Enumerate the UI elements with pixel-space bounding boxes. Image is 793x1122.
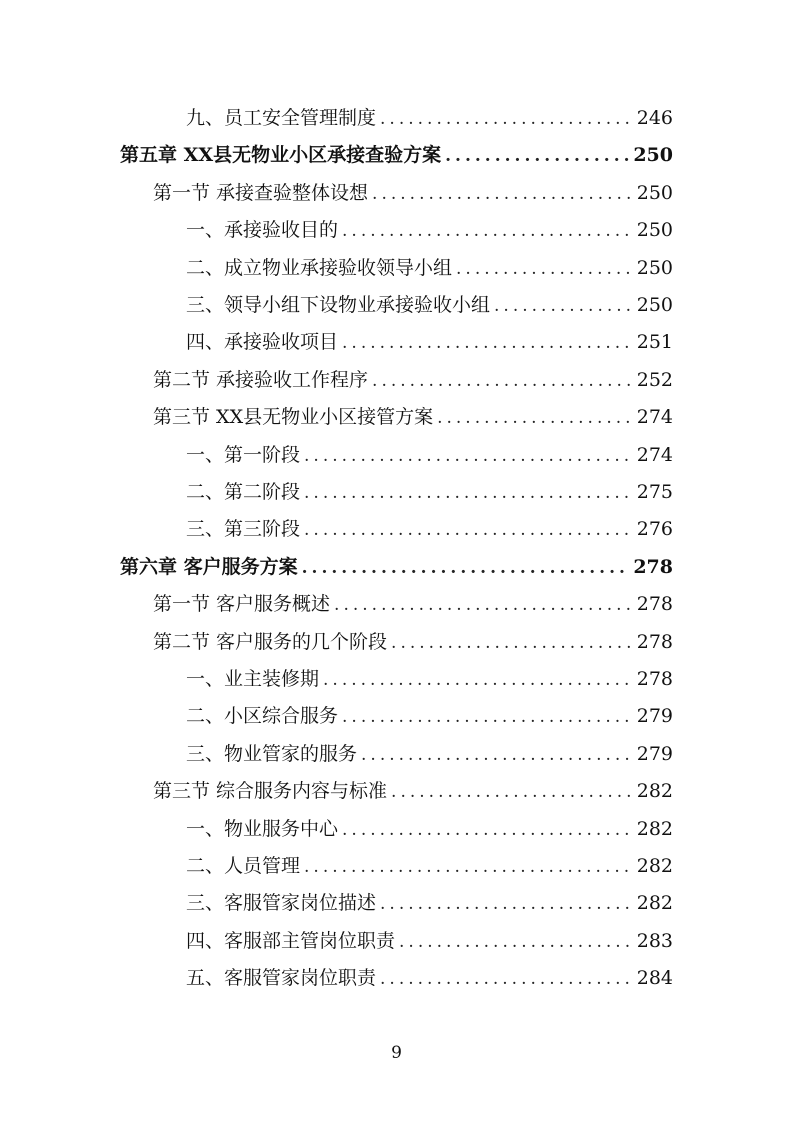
toc-entry-label: 二、第二阶段 <box>186 481 301 503</box>
toc-entry[interactable] <box>153 175 673 211</box>
toc-leader-dots <box>342 213 633 248</box>
toc-leader-dots <box>304 438 633 473</box>
toc-entry[interactable] <box>120 137 673 173</box>
toc-leader-dots <box>456 251 633 286</box>
toc-entry-label: 第六章 客户服务方案 <box>120 555 298 578</box>
toc-leader-dots <box>380 961 633 996</box>
toc-entry[interactable] <box>186 437 673 473</box>
toc-entry[interactable] <box>186 100 673 136</box>
toc-entry-page: 252 <box>636 368 673 391</box>
toc-leader-dots <box>380 886 633 921</box>
toc-entry[interactable] <box>186 212 673 248</box>
toc-entry-page: 278 <box>636 630 673 653</box>
toc-entry[interactable] <box>186 698 673 734</box>
toc-leader-dots <box>302 550 630 585</box>
toc-entry-label: 第二节 承接验收工作程序 <box>153 368 369 391</box>
toc-entry-page: 283 <box>636 929 673 952</box>
toc-leader-dots <box>304 849 633 884</box>
toc-entry-label: 九、员工安全管理制度 <box>186 107 377 129</box>
toc-entry[interactable] <box>186 474 673 510</box>
toc-entry-page: 282 <box>636 855 673 877</box>
toc-leader-dots <box>342 812 633 847</box>
toc-leader-dots <box>437 400 633 435</box>
toc-entry[interactable] <box>186 736 673 772</box>
toc-entry[interactable] <box>153 399 673 435</box>
toc-leader-dots <box>391 774 633 809</box>
toc-leader-dots <box>304 475 633 510</box>
toc-entry-label: 第一节 客户服务概述 <box>153 593 331 616</box>
toc-leader-dots <box>391 625 633 660</box>
toc-entry-label: 三、客服管家岗位描述 <box>186 892 377 915</box>
toc-entry[interactable] <box>186 848 673 884</box>
toc-entry[interactable] <box>186 885 673 921</box>
toc-entry-page: 278 <box>633 555 673 578</box>
toc-entry[interactable] <box>186 287 673 323</box>
toc-entry-page: 282 <box>636 892 673 915</box>
toc-entry-label: 第二节 客户服务的几个阶段 <box>153 630 388 653</box>
toc-entry-page: 279 <box>636 742 673 765</box>
toc-entry-page: 274 <box>636 443 673 466</box>
toc-entry-label: 一、物业服务中心 <box>186 817 339 840</box>
toc-entry-label: 三、领导小组下设物业承接验收小组 <box>186 294 491 316</box>
toc-leader-dots <box>361 737 633 772</box>
toc-entry-label: 四、客服部主管岗位职责 <box>186 929 396 952</box>
toc-entry[interactable] <box>186 511 673 547</box>
toc-entry-page: 274 <box>636 406 673 429</box>
toc-entry-label: 二、成立物业承接验收领导小组 <box>186 256 453 279</box>
toc-entry-page: 284 <box>636 967 673 990</box>
page-number: 9 <box>391 1043 402 1063</box>
toc-entry-page: 276 <box>636 518 673 541</box>
toc-entry-label: 四、承接验收项目 <box>186 331 339 354</box>
toc-leader-dots <box>304 512 633 547</box>
toc-entry[interactable] <box>186 960 673 996</box>
toc-entry-page: 246 <box>636 107 673 129</box>
toc-leader-dots <box>372 176 633 211</box>
toc-leader-dots <box>334 587 633 622</box>
toc-entry-page: 279 <box>636 705 673 728</box>
toc-leader-dots <box>380 101 633 136</box>
toc-entry-page: 250 <box>633 144 673 167</box>
toc-leader-dots <box>445 138 629 173</box>
toc-leader-dots <box>342 699 633 734</box>
toc-entry-page: 278 <box>636 593 673 616</box>
toc-entry[interactable] <box>186 324 673 360</box>
toc-leader-dots <box>399 924 633 959</box>
toc-entry[interactable] <box>120 549 673 585</box>
toc-entry-label: 三、第三阶段 <box>186 518 301 541</box>
toc-leader-dots <box>323 662 633 697</box>
toc-entry[interactable] <box>153 624 673 660</box>
toc-entry-page: 278 <box>636 668 673 690</box>
toc-entry-label: 第五章 XX县无物业小区承接查验方案 <box>120 144 442 167</box>
toc-entry[interactable] <box>153 586 673 622</box>
toc-leader-dots <box>342 325 633 360</box>
toc-entry[interactable] <box>186 923 673 959</box>
toc-entry-page: 282 <box>636 817 673 840</box>
toc-entry-label: 二、小区综合服务 <box>186 705 339 728</box>
toc-entry[interactable] <box>153 773 673 809</box>
toc-entry-label: 第三节 综合服务内容与标准 <box>153 780 388 803</box>
toc-entry[interactable] <box>186 811 673 847</box>
toc-entry-page: 250 <box>636 219 673 242</box>
toc-entry[interactable] <box>153 362 673 398</box>
toc-entry[interactable] <box>186 661 673 697</box>
toc-leader-dots <box>372 363 633 398</box>
toc-entry-label: 一、业主装修期 <box>186 668 320 690</box>
toc-entry-label: 一、承接验收目的 <box>186 219 339 242</box>
toc-entry-label: 第三节 XX县无物业小区接管方案 <box>153 406 434 429</box>
toc-entry-page: 275 <box>636 481 673 503</box>
toc-entry[interactable] <box>186 250 673 286</box>
toc-entry-page: 250 <box>636 181 673 204</box>
toc-entry-page: 282 <box>636 780 673 803</box>
toc-entry-label: 一、第一阶段 <box>186 443 301 466</box>
toc-entry-page: 250 <box>636 256 673 279</box>
toc-entry-label: 三、物业管家的服务 <box>186 742 358 765</box>
toc-entry-label: 二、人员管理 <box>186 855 301 877</box>
toc-entry-page: 251 <box>636 331 673 354</box>
toc-entry-label: 五、客服管家岗位职责 <box>186 967 377 990</box>
toc-leader-dots <box>494 288 633 323</box>
toc-entry-page: 250 <box>636 294 673 316</box>
toc-entry-label: 第一节 承接查验整体设想 <box>153 181 369 204</box>
